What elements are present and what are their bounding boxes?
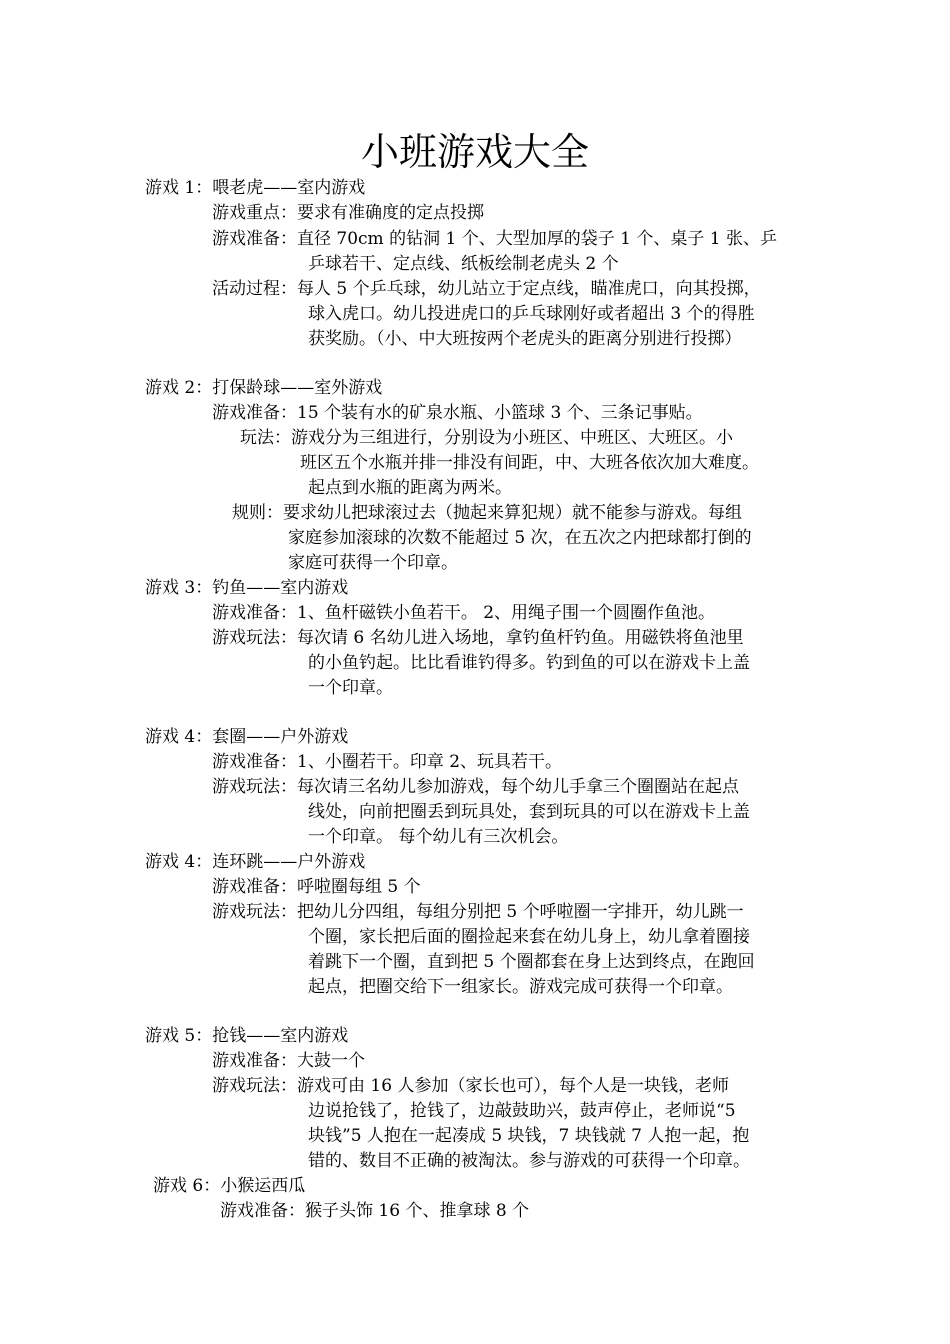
text-line: 起点到水瓶的距离为两米。 — [308, 478, 512, 498]
text-line: 游戏准备：呼啦圈每组 5 个 — [212, 877, 421, 897]
text-line: 游戏 2：打保龄球——室外游戏 — [145, 378, 383, 398]
text-line: 游戏玩法：每次请三名幼儿参加游戏，每个幼儿手拿三个圈圈站在起点 — [212, 777, 739, 797]
text-line: 游戏 1：喂老虎——室内游戏 — [145, 178, 366, 198]
text-line: 线处，向前把圈丢到玩具处，套到玩具的可以在游戏卡上盖 — [308, 802, 750, 822]
text-line: 游戏 3：钓鱼——室内游戏 — [145, 578, 349, 598]
page-title: 小班游戏大全 — [360, 130, 589, 174]
text-line: 游戏准备：直径 70cm 的钻洞 1 个、大型加厚的袋子 1 个、桌子 1 张、乒 — [212, 229, 777, 249]
text-line: 活动过程：每人 5 个乒乓球，幼儿站立于定点线，瞄准虎口，向其投掷， — [212, 279, 761, 299]
text-line: 球入虎口。幼儿投进虎口的乒乓球刚好或者超出 3 个的得胜 — [308, 304, 755, 324]
text-line: 游戏重点：要求有准确度的定点投掷 — [212, 203, 484, 223]
text-line: 的小鱼钓起。比比看谁钓得多。钓到鱼的可以在游戏卡上盖 — [308, 653, 750, 673]
text-line: 游戏 4：套圈——户外游戏 — [145, 727, 349, 747]
text-line: 块钱”5 人抱在一起凑成 5 块钱，7 块钱就 7 人抱一起，抱 — [308, 1126, 750, 1146]
text-line: 错的、数目不正确的被淘汰。参与游戏的可获得一个印章。 — [308, 1151, 750, 1171]
text-line: 一个印章。 每个幼儿有三次机会。 — [308, 827, 569, 847]
text-line: 游戏 6：小猴运西瓜 — [153, 1176, 306, 1196]
text-line: 游戏准备：1、鱼杆磁铁小鱼若干。 2、用绳子围一个圆圈作鱼池。 — [212, 603, 716, 623]
text-line: 游戏准备：大鼓一个 — [212, 1051, 365, 1071]
text-line: 规则：要求幼儿把球滚过去（抛起来算犯规）就不能参与游戏。每组 — [232, 503, 742, 523]
text-line: 获奖励。（小、中大班按两个老虎头的距离分别进行投掷） — [308, 329, 742, 349]
text-line: 班区五个水瓶并排一排没有间距，中、大班各依次加大难度。 — [300, 453, 759, 473]
text-line: 边说抢钱了，抢钱了，边敲鼓助兴，鼓声停止，老师说“5 — [308, 1101, 736, 1121]
text-line: 游戏准备：15 个装有水的矿泉水瓶、小篮球 3 个、三条记事贴。 — [212, 403, 703, 423]
text-line: 乒球若干、定点线、纸板绘制老虎头 2 个 — [308, 254, 619, 274]
text-line: 着跳下一个圈，直到把 5 个圈都套在身上达到终点，在跑回 — [308, 952, 755, 972]
text-line: 家庭可获得一个印章。 — [288, 553, 458, 573]
text-line: 游戏玩法：每次请 6 名幼儿进入场地，拿钓鱼杆钓鱼。用磁铁将鱼池里 — [212, 628, 744, 648]
text-line: 起点，把圈交给下一组家长。游戏完成可获得一个印章。 — [308, 977, 733, 997]
text-line: 家庭参加滚球的次数不能超过 5 次，在五次之内把球都打倒的 — [288, 528, 752, 548]
text-line: 游戏 5：抢钱——室内游戏 — [145, 1026, 349, 1046]
text-line: 游戏准备：猴子头饰 16 个、推拿球 8 个 — [220, 1201, 530, 1221]
text-line: 游戏准备：1、小圈若干。印章 2、玩具若干。 — [212, 752, 563, 772]
text-line: 个圈，家长把后面的圈捡起来套在幼儿身上，幼儿拿着圈接 — [308, 927, 750, 947]
text-line: 玩法：游戏分为三组进行，分别设为小班区、中班区、大班区。小 — [240, 428, 733, 448]
text-line: 游戏玩法：把幼儿分四组，每组分别把 5 个呼啦圈一字排开，幼儿跳一 — [212, 902, 744, 922]
text-line: 一个印章。 — [308, 678, 393, 698]
text-line: 游戏 4：连环跳——户外游戏 — [145, 852, 366, 872]
text-line: 游戏玩法：游戏可由 16 人参加（家长也可），每个人是一块钱，老师 — [212, 1076, 729, 1096]
